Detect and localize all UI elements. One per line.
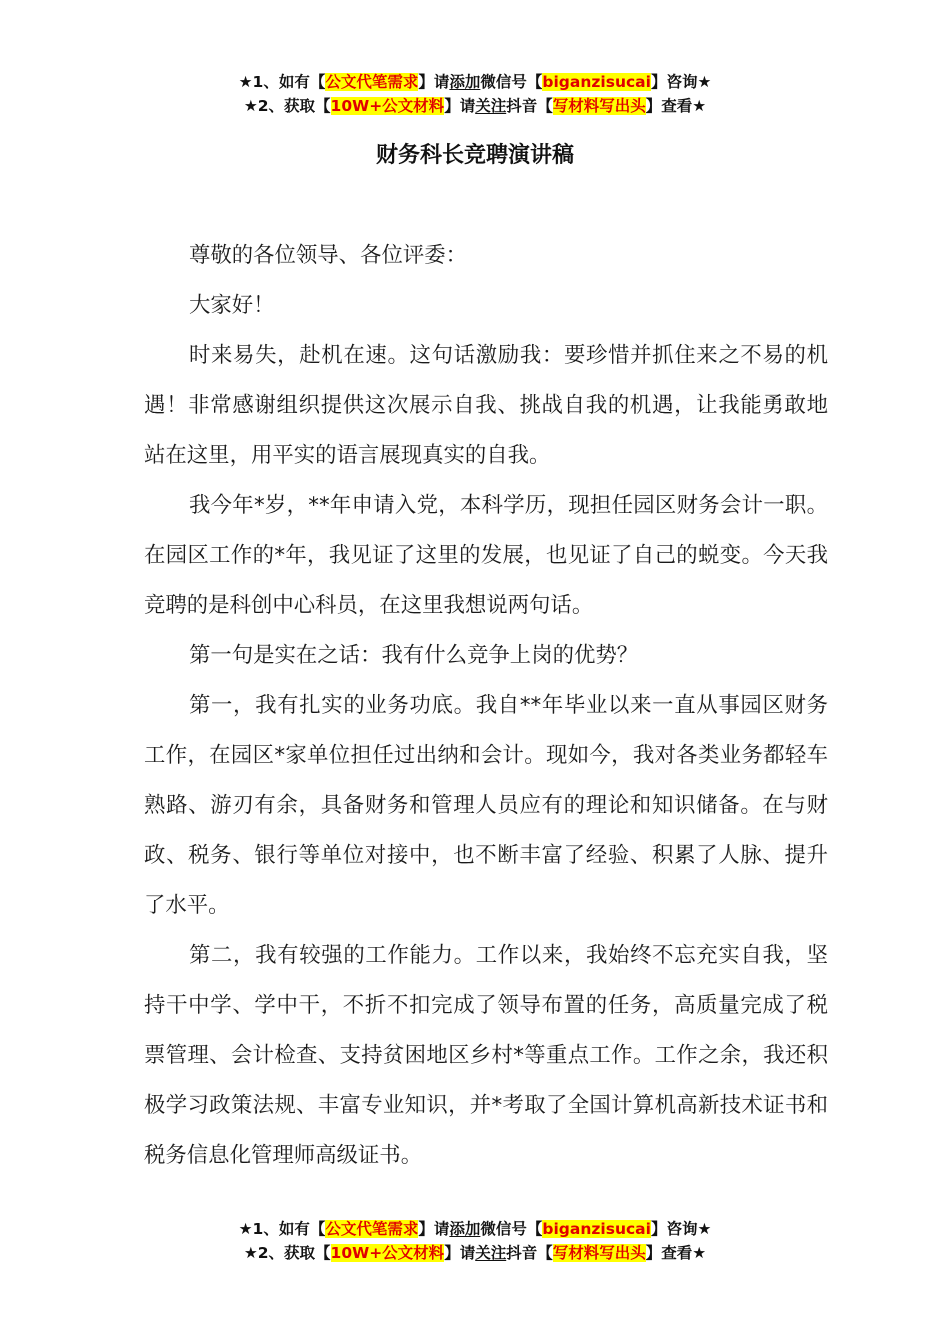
banner-line-2: ★2、获取【10W+公文材料】请关注抖音【写材料写出头】查看★ [243,1244,707,1262]
banner-line-2: ★2、获取【10W+公文材料】请关注抖音【写材料写出头】查看★ [243,97,707,115]
paragraph-first-point: 第一句是实在之话：我有什么竞争上岗的优势？ [188,643,639,668]
paragraph-hello: 大家好！ [188,293,275,318]
highlight-wechat-id: biganzisucai [542,73,651,91]
highlight-service: 公文代笔需求 [325,73,419,91]
banner-line-1: ★1、如有【公文代笔需求】请添加微信号【biganzisucai】咨询★ [238,73,712,91]
highlight-service: 公文代笔需求 [325,1220,419,1238]
highlight-wechat-id: biganzisucai [542,1220,651,1238]
highlight-materials: 10W+公文材料 [330,97,445,115]
paragraph-background: 我今年*岁，**年申请入党，本科学历，现担任园区财务会计一职。在园区工作的*年，我见证了这里的发展，也见证了自己的蜕变。今天我竞聘的是科创中心科员，在这里我想说两句话。 [144,493,828,618]
highlight-douyin-account: 写材料写出头 [552,97,646,115]
highlight-materials: 10W+公文材料 [330,1244,445,1262]
paragraph-skill-foundation: 第一，我有扎实的业务功底。我自**年毕业以来一直从事园区财务工作，在园区*家单位担任过出纳和会计。现如今，我对各类业务都轻车熟路、游刃有余，具备财务和管理人员应有的理论和知识储备。在与财政、税务、银行等单位对接中，也不断丰富了经验、积累了人脉、提升了水平。 [144,693,828,918]
paragraph-work-ability: 第二，我有较强的工作能力。工作以来，我始终不忘充实自我，坚持干中学、学中干，不折不扣完成了领导布置的任务，高质量完成了税票管理、会计检查、支持贫困地区乡村*等重点工作。工作之余，我还积极学习政策法规、丰富专业知识，并*考取了全国计算机高新技术证书和税务信息化管理师高级证书。 [144,943,828,1168]
paragraph-intro: 时来易失，赴机在速。这句话激励我：要珍惜并抓住来之不易的机遇！非常感谢组织提供这次展示自我、挑战自我的机遇，让我能勇敢地站在这里，用平实的语言展现真实的自我。 [144,343,828,468]
document-body [144,231,828,1181]
highlight-douyin-account: 写材料写出头 [552,1244,646,1262]
footer-banner [0,1217,950,1265]
document-title: 财务科长竞聘演讲稿 [375,143,574,168]
paragraph-greeting: 尊敬的各位领导、各位评委： [188,243,468,268]
banner-line-1: ★1、如有【公文代笔需求】请添加微信号【biganzisucai】咨询★ [238,1220,712,1238]
header-banner [0,70,950,118]
